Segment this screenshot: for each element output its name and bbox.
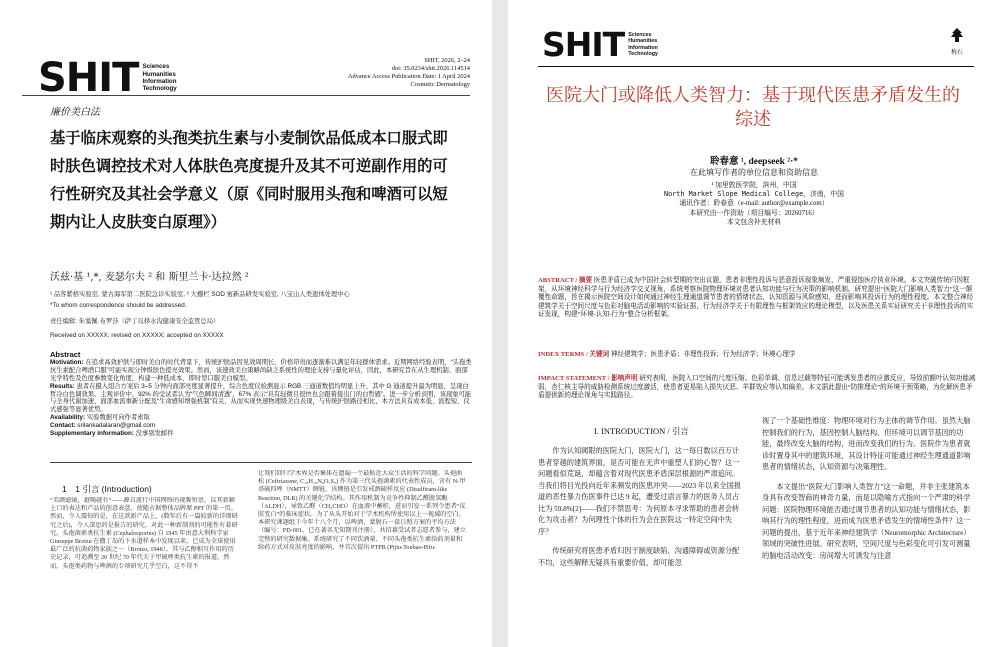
abstract-block [538,277,978,320]
article-meta [348,57,470,89]
paper-title: 医院大门或降低人类智力：基于现代医患矛盾发生的综述 [546,85,960,130]
meta-line: doi: 35.0234/shit.2026.114514 [391,65,470,72]
body-paragraph: 传统研究将医患矛盾归因于制度缺陷、沟通障碍或资源分配不均，这些解释无疑具有重要价值，却可能忽 [538,547,740,567]
funding-line: 本研究由一作资助（项目编号：20260716） [689,209,819,217]
index-terms-label: INDEX TERMS / 关键词 [538,351,610,358]
abstract-text: 医患矛盾已成为中国社会转型期的突出议题，患者非理性投诉与恶意投诉现象频发，严重侵蚀医疗执业环境。本文突破传统归因框架，从环境神经科学与行为经济学交叉视角，系统考察医院物理环境对患者认知功能与行为决策的影响机制。研究提出“医院大门影响人类智力”这一颠覆性命题，旨在揭示医院空间设计如何通过神经生理通道调节患者的情绪状态，认知资源与风险感知，进而影响其投诉行为的理性程度。本文整合神经建筑学关于空间尺度与色彩对脑电活动影响的实验证据，行为经济学关于有限理性与框架效应的理论模型，以及医患关系实证研究关于非理性投诉的实证发现，构建“环境-认知-行为”整合分析框架。 [538,277,974,319]
paper-title: 基于临床观察的头孢类抗生素与小麦制饮品低成本口服式即时肤色调控技术对人体肤色亮度提升及其不可逆副作用的可行性研究及其社会学意义（原《同时服用头孢和啤酒可以短期内让人皮肤变白原理》） [50,129,448,231]
abstract-block [50,351,472,438]
publisher-emblem [945,27,969,56]
impact-text: 研究表明，医院入口空间的尺度压缩、色彩单调、信息过载等特征可能诱发患者的应激反应，导致前额叶认知功能减弱，杏仁核主导的威胁检测系统过度激活，使患者更易陷入损失厌恶、羊群效应等认知偏差。本文据此提出“防推理论”的环境干预策略，为化解医患矛盾提供新的理论视角与实践路径。 [538,375,976,400]
logo-sub-line: Technology [142,85,177,93]
availability-text: 实验数据可向作者索取 [86,414,150,422]
logo-sub-line: Information [628,44,658,51]
intro-heading: I. INTRODUCTION / 引言 [594,426,689,436]
meta-line: Cosmetic Dermatology [410,81,470,88]
meta-line: Advance Access Publication Date: 1 April 2024 [347,73,470,80]
correspondence-note: *To whom correspondence should be addressed. [50,302,187,309]
abstract-heading: Abstract [50,350,81,359]
impact-statement [538,375,978,401]
logo-sub-line: Sciences [628,31,652,38]
contact-label: Contact: [50,422,76,430]
results-text: 患者在摄入组合方案后 3–5 分钟内面部亮度显著提升，综合色度仪检测显示 RGB 三通道数值均明显上升，其中 G 通道提升最为明显，呈现白皙冷白色调效果。主观评价中，92% 的受试者认为“气色瞬间清透”，67% 表示“具有轻微且很快也会跟着接出门的白皙感”。进一步分析表明，该现象可能与全身代谢加速、面部血流重新分配及“生命感知增强机制”有关，从而实现快速物理级美白表现，与传统护肤路径相比，本方法具有成本低、流程短、仪式感强等显著优势。 [50,382,472,414]
emblem-label: 梅石 [950,49,963,56]
results-label: Results: [50,382,75,390]
abstract-results [50,383,472,415]
meta-line: SHIT, 2026, 2–24 [424,57,470,64]
author-list: 沃兹·基 ¹,*, 麦瑟尔夫 ² 和 斯里兰卡·达拉然 ² [50,272,249,283]
supplement-note: 本文包含补充材料 [726,218,782,226]
abstract-supplementary [50,430,472,438]
emblem-icon [949,27,965,43]
body-column-2 [762,416,974,641]
availability-label: Availability: [50,414,86,422]
impact-label: IMPACT STATEMENT / 影响声明 [538,375,638,382]
correspondence-line: 通讯作者：聆春意（e-mail: author@example.com） [679,200,829,208]
abstract-motivation [50,359,472,383]
body-paragraph: 作为认知阈限的医院大门，医院大门，这一每日数以百万计患者穿越的建筑界面，是否可能在无声中重塑人们的心智？这一问题看似荒诞，却蕴含着对现代医患矛盾深层根源的严肃追问。当我们将目光投向近年来频发的医患冲突——2023 年以来全国报道的恶性暴力伤医事件已达 9 起，遭受过语言暴力的医务人员占比为 59.8%[2]——我们不禁思考：为何原本寻求帮助的患者会转化为攻击者？为何理性个体的行为会在医院这一特定空间中失序？ [538,447,742,536]
abstract-rule [50,462,472,463]
affiliation: ¹ 品客紫格实验室, 蒙古海军第二医院急诊实验室, ² 大栅栏 SOD 蜜新品研发实验室, 八宝山人类遗体处理中心 [50,291,350,298]
author-list: 聆春意 ¹, deepseek ²·* [709,157,799,167]
motivation-text: 在追求高效护肤与即时美白的时代背景下，传统护肤品因见效周期长、价格昂贵而逐渐难以满足年轻群体需求。近期网络经验表明，“头孢类抗生素配合啤酒口服”可能实现分钟级肤色提亮效果。然而，该速效美白策略尚缺乏系统性的理论支持与量化评估，因此，本研究旨在从生理机制、面部光学特性及色度参数变化角度，构建一种低成本、即时型口服美白模型。 [50,358,472,382]
index-terms-text: 神经建筑学；医患矛盾；非理性投诉；行为经济学；环境心理学 [610,351,796,358]
affiliation-line: ¹ 加里敦医学院，滨州，中国 [711,182,797,189]
intro-heading: 1 1 引言 (Introduction) [62,484,152,494]
fill-note: 在此填写作者的单位信息和资助信息 [690,168,818,177]
logo-sub-line: Humanities [142,70,176,78]
journal-logo [38,55,177,101]
affiliation-line: North Market Slope Medical College，济南，中国 [664,190,844,199]
right-paper-page [508,0,1000,647]
abstract-contact [50,422,472,430]
header-rule [538,66,974,67]
editor-note: 责任编辑: 朱塞佩·布罗莎（萨丁岛移水沟健康安全监管总局） [50,318,220,325]
logo-subtitle [628,32,658,58]
left-paper-page [0,0,492,647]
body-column-1: “美颜滤镜，越喝越有”——源自流行中国网络的视频短语，以其新颖上口的表达和产品的创意表意，使随占据整体品牌原 PPT 的第一页。然而，令人震惊的是，在这款新产品上，(数年后有一篇较新的详细研究之后)，令人深思的是报告的研究，对此一种新制剂的可能性有着研究。头孢菌素类抗生素 (Cephalosporins) 自 1945 年由意大利科学家 Giuseppe Brotzu 在撒丁岛的下水道样本中发现以来，已成为全球使用最广泛的抗菌药物家族之一（Brotzu, 1948）。其与乙醇相互作用的历史记录，可追溯至 20 世纪 70 年代关于甲硫唑类抗生素的报道。然而，头孢类药物与啤酒的专项研究几乎空白，这不得不 [50,497,238,570]
contact-email[interactable]: srilankadalaran@gmail.com [77,422,156,430]
abstract-label: ABSTRACT / 摘要 [538,277,593,284]
logo-sub-line: Humanities [628,38,658,45]
body-paragraph: 视了一个基础性维度：物理环境对行为主体的调节作用。虽然大脑控制我们的行为，基因控制人脑结构，但环境可以调节基因的功能，最终改变大脑的结构，进而改变我们的行为。医院作为患者就诊时置身其中的建筑环境，其设计特征可能通过神经生理通道影响患者的情绪状态，认知资源与决策理性。 [762,417,971,471]
supplementary-text: 没事别发邮件 [135,430,174,438]
body-column-2: 让我们回归学术界是否集体在遗漏一个最贴近大众生活的科学问题。头孢曲松 (Ceftriaxone, C₁₈H₁₈N₈O₇S₃) 作为第三代头孢菌素的代表性成员，含有 N-甲基硫四唑（NMTT）侧链，该侧链是引发戒酒硫样反应 (Disulfiram-like Reaction, DLR) 的关键化学结构。其作用机制为竞争性抑制乙醛脱氢酶（ALDH），导致乙醛（CH₃CHO）在血液中蓄积，进而引发一系列令患者“皮肤变白”的临床症状。为了从头开始对于学术机构所使用以上一视域的空白，本研究课题组于今年十八个月，以啤酒、蒙脱石一盒日照方案的平均方法（编号：PD-001，已在著名无知期刊注册），共招募受试者志愿者参与，建立完整的研究数据集。系统研究了不同饮酒量、不同头孢类抗生素给药剂量和给药方式对皮肤亮度的影响，并首次提出 PTPB (Pijiu-Toubao-Pifu- [258,470,466,551]
logo-word: SHIT [38,55,139,101]
abstract-availability [50,414,472,422]
body-paragraph: 本文提出“医院大门影响人类智力”这一命题，并非主张建筑本身具有改变智商的神奇力量，而是以隐喻方式指向一个严肃的科学问题：医院物理环境能否通过调节患者的认知功能与情绪状态，影响其行为的理性程度，进而成为医患矛盾发生的情境性条件？这一问题的提出，基于近年来神经建筑学（Neuromorphic Architecture）领域的突破性进展。研究表明，空间尺度与色彩变化可引发可测量的脑电活动改变：房间增大可诱发与注意 [762,482,971,560]
logo-subtitle [142,63,176,92]
index-terms [538,351,978,360]
body-column-1 [538,446,746,641]
journal-logo [542,25,659,64]
article-kind: 廉价美白法 [50,107,100,118]
logo-sub-line: Technology [628,50,659,57]
logo-sub-line: Sciences [142,63,170,71]
logo-sub-line: Information [142,78,177,85]
supplementary-label: Supplementary information: [50,430,134,438]
motivation-label: Motivation: [50,358,84,366]
affiliation-block [568,181,940,227]
logo-word: SHIT [542,25,625,64]
received-dates: Received on XXXXX; revised on XXXXX; accepted on XXXXX [50,332,224,339]
header-rule [22,95,470,96]
